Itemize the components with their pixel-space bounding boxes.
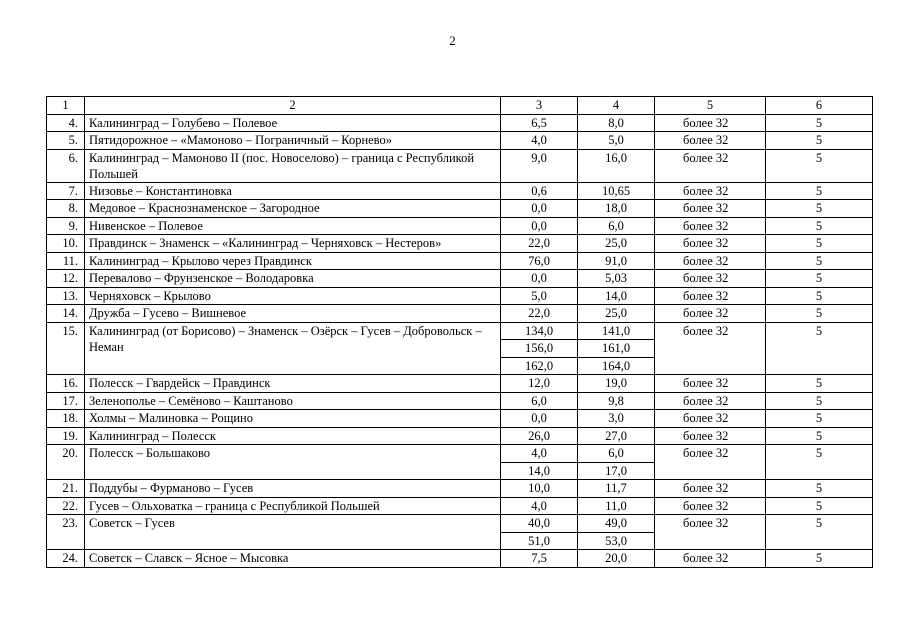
road-name: Калининград – Мамоново II (пос. Новоселово) – граница с Республикой Польшей	[85, 149, 501, 182]
segment-start-km: 40,0	[501, 515, 578, 533]
row-number: 18.	[47, 410, 85, 428]
page-number: 2	[449, 33, 456, 48]
segment-start-km: 22,0	[501, 235, 578, 253]
road-name: Калининград (от Борисово) – Знаменск – Озёрск – Гусев – Добровольск – Неман	[85, 322, 501, 375]
header-cell: 3	[501, 97, 578, 115]
segment-end-km: 91,0	[578, 252, 655, 270]
road-class: 5	[766, 182, 873, 200]
road-class: 5	[766, 252, 873, 270]
segment-start-km: 4,0	[501, 445, 578, 463]
road-name: Калининград – Полесск	[85, 427, 501, 445]
road-width: более 32	[655, 287, 766, 305]
table-row	[47, 182, 873, 200]
segment-start-km: 156,0	[501, 340, 578, 358]
segment-start-km: 134,0	[501, 322, 578, 340]
segment-end-km: 8,0	[578, 114, 655, 132]
segment-start-km: 0,0	[501, 200, 578, 218]
road-width: более 32	[655, 114, 766, 132]
segment-start-km: 6,0	[501, 392, 578, 410]
segment-end-km: 19,0	[578, 375, 655, 393]
road-name: Низовье – Константиновка	[85, 182, 501, 200]
road-class: 5	[766, 200, 873, 218]
road-width: более 32	[655, 270, 766, 288]
road-class: 5	[766, 114, 873, 132]
road-width: более 32	[655, 515, 766, 550]
row-number: 9.	[47, 217, 85, 235]
road-width: более 32	[655, 217, 766, 235]
road-name: Дружба – Гусево – Вишневое	[85, 305, 501, 323]
row-number: 21.	[47, 480, 85, 498]
table-row	[47, 480, 873, 498]
segment-start-km: 0,0	[501, 270, 578, 288]
table-row	[47, 252, 873, 270]
segment-start-km: 0,6	[501, 182, 578, 200]
road-width: более 32	[655, 375, 766, 393]
segment-end-km: 25,0	[578, 235, 655, 253]
table-row	[47, 235, 873, 253]
road-name: Советск – Славск – Ясное – Мысовка	[85, 550, 501, 568]
road-name: Правдинск – Знаменск – «Калининград – Черняховск – Нестеров»	[85, 235, 501, 253]
segment-start-km: 76,0	[501, 252, 578, 270]
road-width: более 32	[655, 182, 766, 200]
table-row	[47, 200, 873, 218]
road-class: 5	[766, 305, 873, 323]
road-width: более 32	[655, 427, 766, 445]
segment-end-km: 49,0	[578, 515, 655, 533]
segment-start-km: 6,5	[501, 114, 578, 132]
table-row	[47, 217, 873, 235]
table-row	[47, 114, 873, 132]
road-class: 5	[766, 375, 873, 393]
row-number: 12.	[47, 270, 85, 288]
row-number: 15.	[47, 322, 85, 375]
row-number: 20.	[47, 445, 85, 480]
segment-end-km: 3,0	[578, 410, 655, 428]
road-name: Полесск – Большаково	[85, 445, 501, 480]
road-name: Медовое – Краснознаменское – Загородное	[85, 200, 501, 218]
road-class: 5	[766, 427, 873, 445]
table-row	[47, 149, 873, 182]
road-name: Полесск – Гвардейск – Правдинск	[85, 375, 501, 393]
road-class: 5	[766, 497, 873, 515]
table-row	[47, 132, 873, 150]
road-width: более 32	[655, 322, 766, 375]
segment-start-km: 22,0	[501, 305, 578, 323]
road-width: более 32	[655, 445, 766, 480]
segment-end-km: 18,0	[578, 200, 655, 218]
table-row	[47, 550, 873, 568]
table-row	[47, 305, 873, 323]
road-class: 5	[766, 235, 873, 253]
segment-start-km: 14,0	[501, 462, 578, 480]
segment-end-km: 27,0	[578, 427, 655, 445]
roads-table-body	[47, 97, 873, 568]
segment-end-km: 16,0	[578, 149, 655, 182]
segment-start-km: 9,0	[501, 149, 578, 182]
road-width: более 32	[655, 392, 766, 410]
table-row	[47, 375, 873, 393]
road-name: Калининград – Голубево – Полевое	[85, 114, 501, 132]
road-width: более 32	[655, 480, 766, 498]
segment-end-km: 53,0	[578, 532, 655, 550]
segment-end-km: 25,0	[578, 305, 655, 323]
road-class: 5	[766, 480, 873, 498]
segment-start-km: 0,0	[501, 410, 578, 428]
header-cell: 4	[578, 97, 655, 115]
segment-start-km: 26,0	[501, 427, 578, 445]
segment-start-km: 4,0	[501, 497, 578, 515]
segment-start-km: 162,0	[501, 357, 578, 375]
row-number: 8.	[47, 200, 85, 218]
road-name: Пятидорожное – «Мамоново – Пограничный – Корнево»	[85, 132, 501, 150]
road-width: более 32	[655, 235, 766, 253]
road-width: более 32	[655, 200, 766, 218]
road-name: Зеленополье – Семёново – Каштаново	[85, 392, 501, 410]
header-cell: 2	[85, 97, 501, 115]
road-width: более 32	[655, 497, 766, 515]
row-number: 22.	[47, 497, 85, 515]
segment-end-km: 6,0	[578, 217, 655, 235]
row-number: 13.	[47, 287, 85, 305]
row-number: 5.	[47, 132, 85, 150]
segment-end-km: 14,0	[578, 287, 655, 305]
segment-end-km: 10,65	[578, 182, 655, 200]
road-name: Холмы – Малиновка – Рощино	[85, 410, 501, 428]
segment-end-km: 17,0	[578, 462, 655, 480]
road-class: 5	[766, 322, 873, 375]
segment-end-km: 6,0	[578, 445, 655, 463]
road-class: 5	[766, 410, 873, 428]
row-number: 10.	[47, 235, 85, 253]
row-number: 14.	[47, 305, 85, 323]
road-name: Гусев – Ольховатка – граница с Республикой Польшей	[85, 497, 501, 515]
header-cell: 5	[655, 97, 766, 115]
road-width: более 32	[655, 252, 766, 270]
segment-start-km: 0,0	[501, 217, 578, 235]
segment-start-km: 7,5	[501, 550, 578, 568]
row-number: 23.	[47, 515, 85, 550]
segment-end-km: 141,0	[578, 322, 655, 340]
segment-end-km: 5,03	[578, 270, 655, 288]
segment-start-km: 51,0	[501, 532, 578, 550]
road-class: 5	[766, 149, 873, 182]
segment-start-km: 4,0	[501, 132, 578, 150]
road-class: 5	[766, 132, 873, 150]
segment-end-km: 161,0	[578, 340, 655, 358]
row-number: 16.	[47, 375, 85, 393]
road-class: 5	[766, 550, 873, 568]
road-width: более 32	[655, 132, 766, 150]
table-row	[47, 410, 873, 428]
row-number: 19.	[47, 427, 85, 445]
road-class: 5	[766, 515, 873, 550]
table-row	[47, 392, 873, 410]
road-class: 5	[766, 270, 873, 288]
road-width: более 32	[655, 550, 766, 568]
road-name: Перевалово – Фрунзенское – Володаровка	[85, 270, 501, 288]
table-row	[47, 322, 873, 340]
table-row	[47, 287, 873, 305]
table-row	[47, 270, 873, 288]
road-name: Поддубы – Фурманово – Гусев	[85, 480, 501, 498]
segment-start-km: 10,0	[501, 480, 578, 498]
table-row	[47, 515, 873, 533]
row-number: 17.	[47, 392, 85, 410]
header-cell: 6	[766, 97, 873, 115]
segment-end-km: 5,0	[578, 132, 655, 150]
road-width: более 32	[655, 410, 766, 428]
table-header-row	[47, 97, 873, 115]
road-width: более 32	[655, 149, 766, 182]
road-class: 5	[766, 217, 873, 235]
segment-end-km: 20,0	[578, 550, 655, 568]
road-name: Калининград – Крылово через Правдинск	[85, 252, 501, 270]
road-name: Советск – Гусев	[85, 515, 501, 550]
road-name: Черняховск – Крылово	[85, 287, 501, 305]
road-class: 5	[766, 392, 873, 410]
roads-table	[46, 96, 873, 568]
segment-start-km: 12,0	[501, 375, 578, 393]
row-number: 7.	[47, 182, 85, 200]
segment-end-km: 11,7	[578, 480, 655, 498]
segment-end-km: 164,0	[578, 357, 655, 375]
segment-end-km: 11,0	[578, 497, 655, 515]
road-class: 5	[766, 287, 873, 305]
row-number: 11.	[47, 252, 85, 270]
road-width: более 32	[655, 305, 766, 323]
table-row	[47, 427, 873, 445]
road-class: 5	[766, 445, 873, 480]
row-number: 4.	[47, 114, 85, 132]
segment-start-km: 5,0	[501, 287, 578, 305]
row-number: 24.	[47, 550, 85, 568]
segment-end-km: 9,8	[578, 392, 655, 410]
road-name: Нивенское – Полевое	[85, 217, 501, 235]
table-row	[47, 445, 873, 463]
header-cell: 1	[47, 97, 85, 115]
table-row	[47, 497, 873, 515]
row-number: 6.	[47, 149, 85, 182]
